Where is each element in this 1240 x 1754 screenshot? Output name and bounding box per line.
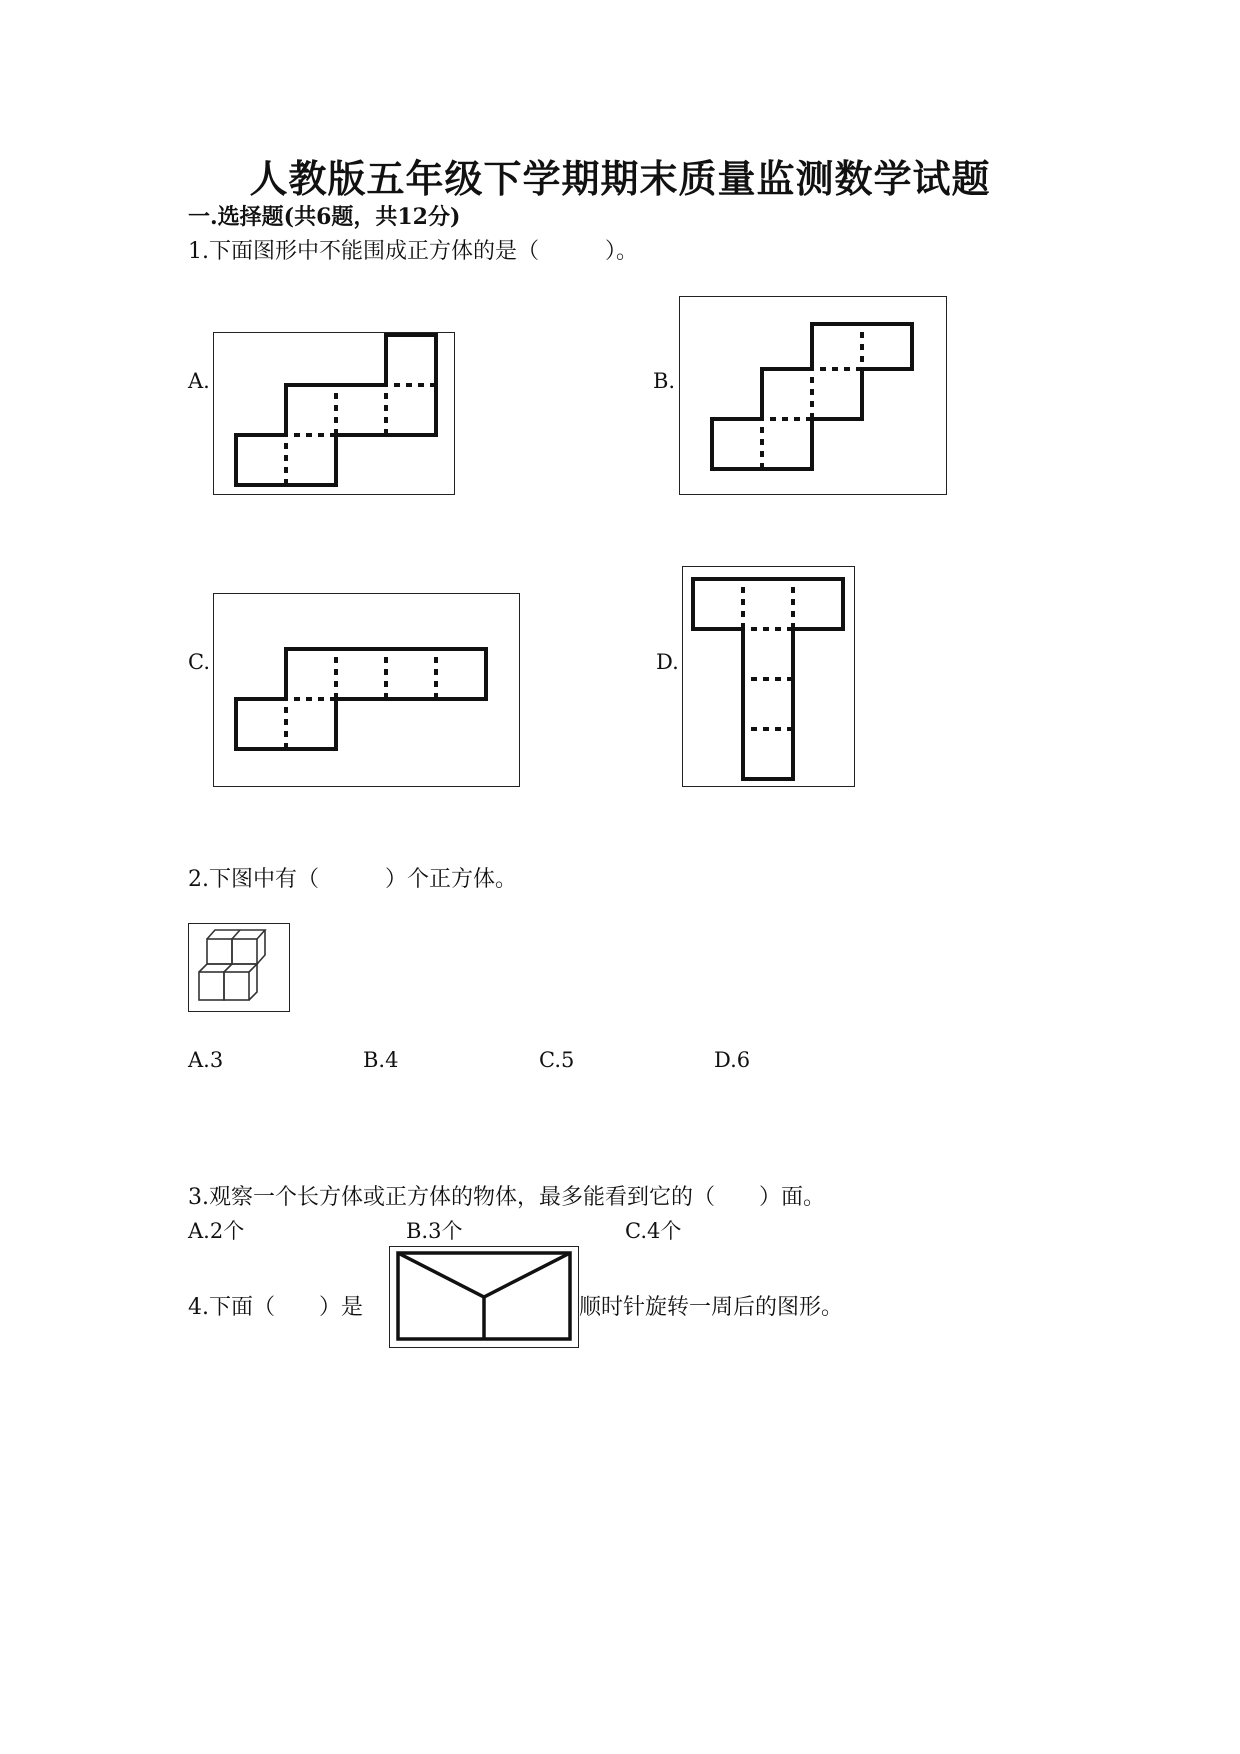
q2-option-a[interactable]: A.3 <box>188 1048 224 1072</box>
q3-option-c[interactable]: C.4个 <box>625 1219 682 1243</box>
question-2-text: 2.下图中有（ ）个正方体。 <box>188 867 517 892</box>
section-heading: 一.选择题(共6题，共12分) <box>188 204 461 230</box>
question-4-prefix: 4.下面（ ）是 <box>188 1295 363 1320</box>
q3-option-b[interactable]: B.3个 <box>406 1219 463 1243</box>
q2-cubes-figure <box>188 923 290 1012</box>
q1-option-c-figure <box>213 593 520 787</box>
page-title: 人教版五年级下学期期末质量监测数学试题 <box>249 156 991 201</box>
q2-option-b[interactable]: B.4 <box>363 1048 399 1072</box>
question-4-suffix: 顺时针旋转一周后的图形。 <box>579 1295 844 1320</box>
q1-option-a-figure <box>213 332 455 495</box>
q1-option-b-figure <box>679 296 947 495</box>
q1-option-a-label[interactable]: A. <box>188 369 210 393</box>
q2-option-d[interactable]: D.6 <box>714 1048 751 1072</box>
q1-option-d-figure <box>682 566 855 787</box>
q1-option-b-label[interactable]: B. <box>653 369 676 393</box>
q1-option-c-label[interactable]: C. <box>188 650 210 674</box>
question-1-text: 1.下面图形中不能围成正方体的是（ ）。 <box>188 239 638 264</box>
question-3-text: 3.观察一个长方体或正方体的物体，最多能看到它的（ ）面。 <box>188 1185 825 1210</box>
q2-option-c[interactable]: C.5 <box>539 1048 575 1072</box>
q4-envelope-figure <box>389 1246 579 1348</box>
q3-option-a[interactable]: A.2个 <box>188 1219 245 1243</box>
q1-option-d-label[interactable]: D. <box>656 650 679 674</box>
